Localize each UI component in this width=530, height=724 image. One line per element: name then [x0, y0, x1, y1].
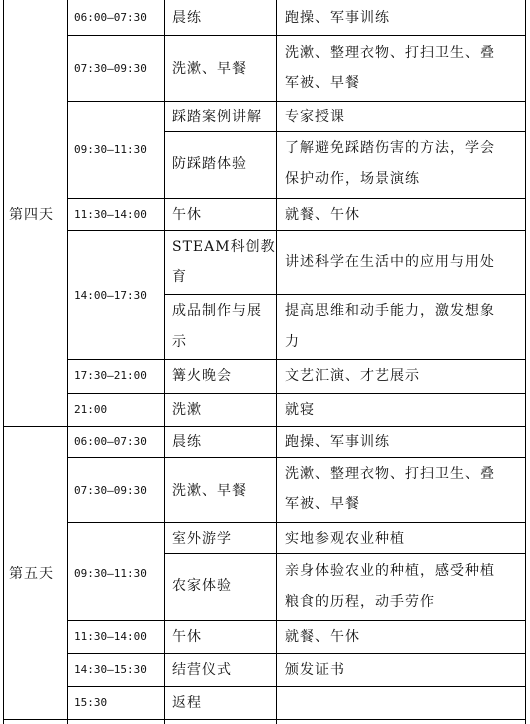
row-divider — [164, 294, 526, 295]
activity-cell: 育 — [172, 269, 187, 285]
time-cell: 14:30—15:30 — [74, 663, 147, 676]
row-divider — [67, 101, 526, 102]
row-divider — [67, 522, 526, 523]
time-cell: 15:30 — [74, 696, 108, 709]
activity-cell: 篝火晚会 — [172, 368, 232, 384]
activity-cell: 成品制作与展 — [172, 303, 262, 319]
time-cell: 07:30—09:30 — [74, 484, 147, 497]
activity-cell: 室外游学 — [172, 531, 232, 547]
activity-cell: 洗漱、早餐 — [172, 483, 247, 499]
day-label: 第四天 — [9, 207, 54, 223]
row-divider — [67, 35, 526, 36]
table-border-right — [525, 0, 526, 724]
time-cell: 07:30—09:30 — [74, 62, 147, 75]
content-cell: 跑操、军事训练 — [285, 10, 390, 26]
activity-cell: 示 — [172, 334, 187, 350]
day-label: 第五天 — [9, 566, 54, 582]
content-cell: 颁发证书 — [285, 662, 345, 678]
activity-cell: 午休 — [172, 207, 202, 223]
content-cell: 了解避免踩踏伤害的方法，学会 — [285, 140, 495, 156]
row-divider — [67, 457, 526, 458]
activity-cell: 洗漱 — [172, 402, 202, 418]
activity-cell: 农家体验 — [172, 578, 232, 594]
time-cell: 21:00 — [74, 403, 108, 416]
content-cell: 洗漱、整理衣物、打扫卫生、叠 — [285, 45, 495, 61]
content-cell: 力 — [285, 334, 300, 350]
content-cell: 专家授课 — [285, 109, 345, 125]
row-divider — [67, 653, 526, 654]
activity-cell: 返程 — [172, 695, 202, 711]
time-cell: 11:30—14:00 — [74, 630, 147, 643]
content-cell: 军被、早餐 — [285, 496, 360, 512]
time-cell: 14:00—17:30 — [74, 289, 147, 302]
activity-cell: 踩踏案例讲解 — [172, 109, 262, 125]
column-divider — [276, 0, 277, 724]
activity-cell: 午休 — [172, 629, 202, 645]
row-divider — [67, 198, 526, 199]
activity-cell: 洗漱、早餐 — [172, 61, 247, 77]
content-cell: 就寝 — [285, 402, 315, 418]
time-cell: 17:30—21:00 — [74, 369, 147, 382]
content-cell: 实地参观农业种植 — [285, 531, 405, 547]
time-cell: 06:00—07:30 — [74, 435, 147, 448]
column-divider — [67, 0, 68, 724]
row-divider — [67, 393, 526, 394]
content-cell: 粮食的历程，动手劳作 — [285, 594, 435, 610]
table-border-bottom — [3, 719, 526, 720]
row-divider — [164, 553, 526, 554]
content-cell: 保护动作，场景演练 — [285, 171, 420, 187]
time-cell: 09:30—11:30 — [74, 567, 147, 580]
time-cell: 06:00—07:30 — [74, 11, 147, 24]
content-cell: 提高思维和动手能力，激发想象 — [285, 303, 495, 319]
content-cell: 就餐、午休 — [285, 207, 360, 223]
row-divider — [164, 131, 526, 132]
activity-cell: 防踩踏体验 — [172, 156, 247, 172]
row-divider — [67, 230, 526, 231]
content-cell: 洗漱、整理衣物、打扫卫生、叠 — [285, 466, 495, 482]
content-cell: 亲身体验农业的种植，感受种植 — [285, 563, 495, 579]
activity-cell: 晨练 — [172, 10, 202, 26]
activity-cell: 结营仪式 — [172, 662, 232, 678]
row-divider — [67, 359, 526, 360]
activity-cell: STEAM科创教 — [172, 239, 276, 255]
column-divider — [164, 0, 165, 724]
content-cell: 文艺汇演、才艺展示 — [285, 368, 420, 384]
content-cell: 军被、早餐 — [285, 75, 360, 91]
content-cell: 就餐、午休 — [285, 629, 360, 645]
table-border-left — [3, 0, 4, 724]
content-cell: 跑操、军事训练 — [285, 434, 390, 450]
row-divider — [67, 620, 526, 621]
time-cell: 09:30—11:30 — [74, 143, 147, 156]
time-cell: 11:30—14:00 — [74, 208, 147, 221]
activity-cell: 晨练 — [172, 434, 202, 450]
day-divider — [3, 426, 526, 427]
content-cell: 讲述科学在生活中的应用与用处 — [285, 254, 495, 270]
row-divider — [67, 686, 526, 687]
